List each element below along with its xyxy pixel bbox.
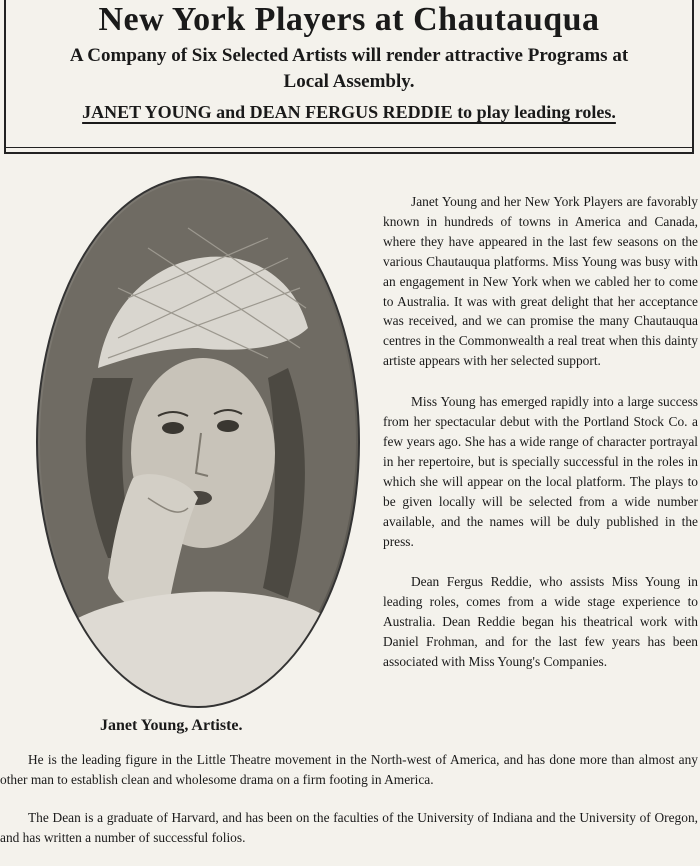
photo-caption: Janet Young, Artiste. bbox=[100, 717, 243, 734]
subheadline: A Company of Six Selected Artists will render attractive Programs at bbox=[69, 45, 629, 66]
paragraph: The Dean is a graduate of Harvard, and has been on the faculties of the University of Indiana and the University of Oregon, and has written a number of successful folios. bbox=[0, 810, 698, 845]
portrait-illustration bbox=[38, 178, 358, 706]
paragraph: He is the leading figure in the Little Theatre movement in the North-west of America, and has done more than almost any other man to establish clean and wholesome drama on a firm footing in America. bbox=[0, 752, 698, 787]
article-continued bbox=[0, 750, 698, 866]
article-column bbox=[383, 192, 698, 693]
portrait-frame bbox=[36, 176, 360, 708]
subheadline-continued: Local Assembly. bbox=[283, 71, 415, 92]
paragraph: Janet Young and her New York Players are favorably known in hundreds of towns in America and Canada, where they have appeared in the last few seasons on the various Chautauqua platforms. Miss Young was busy with an engagement in New York when we cabled her to come to Australia. It was with great delight that her acceptance was received, and we can promise the many Chautauqua centres in the Commonwealth a real treat when this dainty artiste appears with her selected support. bbox=[383, 194, 698, 369]
paragraph: Dean Fergus Reddie, who assists Miss Young in leading roles, comes from a wide stage experience to Australia. Dean Reddie began his theatrical work with Daniel Frohman, and for the last few years has been associated with Miss Young's Companies. bbox=[383, 574, 698, 670]
header-rule bbox=[6, 147, 692, 148]
lead-line: JANET YOUNG and DEAN FERGUS REDDIE to play leading roles. bbox=[82, 102, 616, 122]
headline: New York Players at Chautauqua bbox=[98, 1, 600, 38]
header-box bbox=[4, 0, 694, 154]
portrait-photo bbox=[36, 176, 360, 708]
paragraph: Miss Young has emerged rapidly into a large success from her spectacular debut with the Portland Stock Co. a few years ago. She has a wide range of character portrayal in her repertoire, but is specially successful in the roles in which she will appear on the local platform. The plays to be given locally will be selected from a wide number available, and the names will be duly published in the press. bbox=[383, 394, 698, 549]
